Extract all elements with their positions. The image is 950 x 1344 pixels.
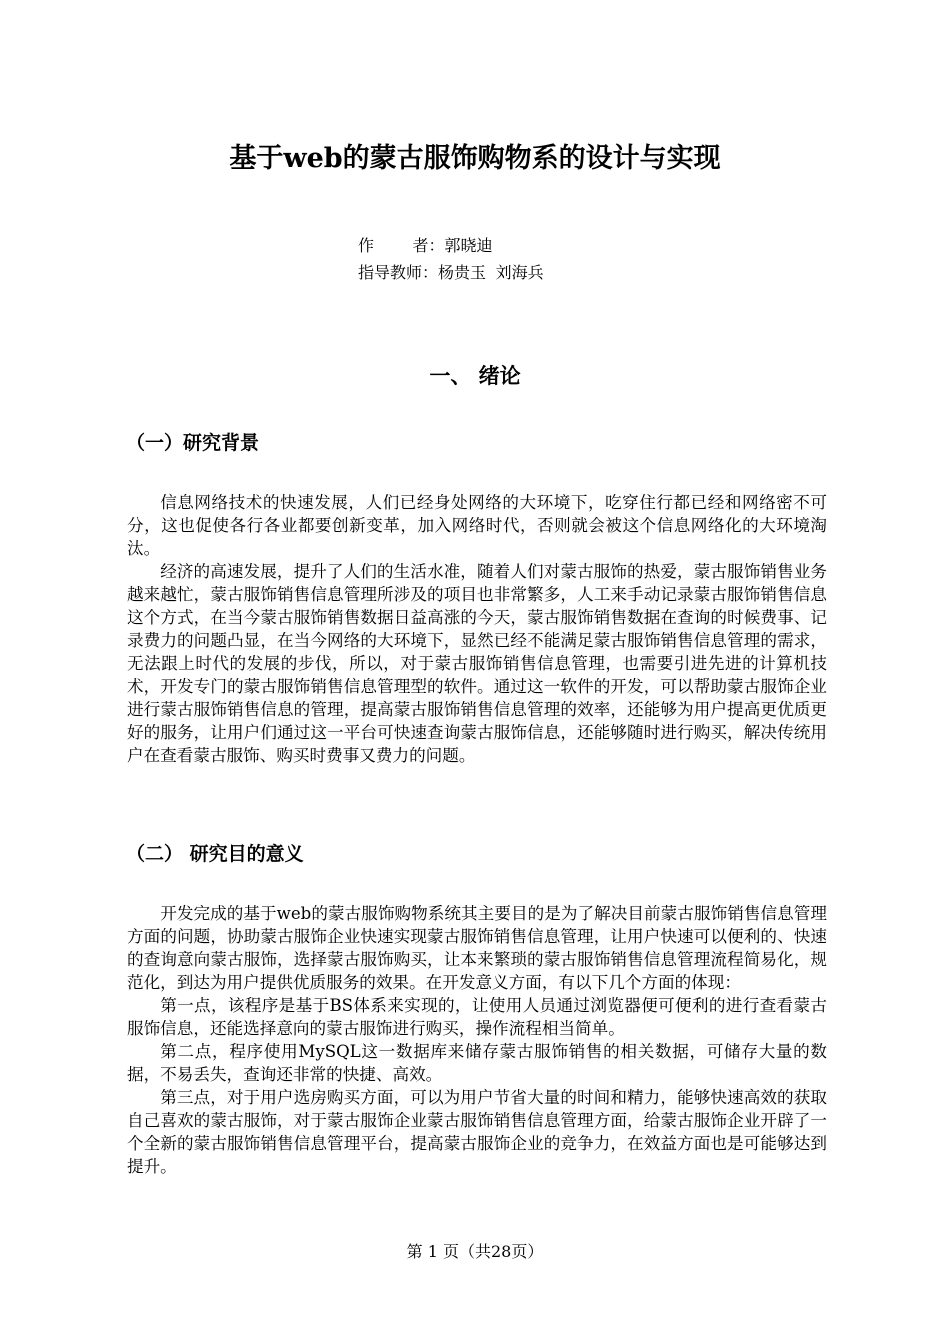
document-title: 基于web的蒙古服饰购物系的设计与实现 — [229, 143, 721, 174]
paragraph: 第三点，对于用户选房购买方面，可以为用户节省大量的时间和精力，能够快速高效的获取自己喜欢的蒙古服饰，对于蒙古服饰企业蒙古服饰销售信息管理方面，给蒙古服饰企业开辟了一个全新的蒙古服饰销售信息管理平台，提高蒙古服饰企业的竞争力，在效益方面也是可能够达到提升。 — [127, 1088, 827, 1176]
paragraph: 第一点，该程序是基于BS体系来实现的，让使用人员通过浏览器便可便利的进行查看蒙古服饰信息，还能选择意向的蒙古服饰进行购买，操作流程相当简单。 — [127, 996, 827, 1038]
paragraph: 经济的高速发展，提升了人们的生活水准，随着人们对蒙古服饰的热爱，蒙古服饰销售业务越来越忙，蒙古服饰销售信息管理所涉及的项目也非常繁多，人工来手动记录蒙古服饰销售信息这个方式，在当今蒙古服饰销售数据日益高涨的今天，蒙古服饰销售数据在查询的时候费事、记录费力的问题凸显，在当今网络的大环境下，显然已经不能满足蒙古服饰销售信息管理的需求，无法跟上时代的发展的步伐，所以，对于蒙古服饰销售信息管理，也需要引进先进的计算机技术，开发专门的蒙古服饰销售信息管理型的软件。通过这一软件的开发，可以帮助蒙古服饰企业进行蒙古服饰销售信息的管理，提高蒙古服饰销售信息管理的效率，还能够为用户提高更优质更好的服务，让用户们通过这一平台可快速查询蒙古服饰信息，还能够随时进行购买，解决传统用户在查看蒙古服饰、购买时费事又费力的问题。 — [127, 562, 827, 765]
background-text — [127, 491, 827, 767]
author-block — [358, 232, 544, 286]
author-line: 作 者：郭晓迪 — [358, 236, 493, 255]
advisor-line: 指导教师：杨贵玉 刘海兵 — [358, 263, 544, 282]
paragraph: 开发完成的基于web的蒙古服饰购物系统其主要目的是为了解决目前蒙古服饰销售信息管理方面的问题，协助蒙古服饰企业快速实现蒙古服饰销售信息管理，让用户快速可以便利的、快速的查询意向蒙古服饰，选择蒙古服饰购买，让本来繁琐的蒙古服饰销售信息管理流程简易化，规范化，到达为用户提供优质服务的效果。在开发意义方面，有以下几个方面的体现： — [127, 904, 827, 992]
purpose-text — [127, 902, 827, 1178]
section-heading-introduction: 一、 绪论 — [429, 363, 521, 388]
page-footer: 第 1 页（共28页） — [406, 1242, 544, 1261]
paragraph: 第二点，程序使用MySQL这一数据库来储存蒙古服饰销售的相关数据，可储存大量的数据，不易丢失，查询还非常的快捷、高效。 — [127, 1042, 827, 1084]
subsection-heading-background: （一）研究背景 — [126, 432, 260, 454]
subsection-heading-purpose: （二） 研究目的意义 — [126, 843, 304, 865]
paragraph: 信息网络技术的快速发展，人们已经身处网络的大环境下，吃穿住行都已经和网络密不可分，这也促使各行各业都要创新变革，加入网络时代，否则就会被这个信息网络化的大环境淘汰。 — [127, 493, 827, 558]
